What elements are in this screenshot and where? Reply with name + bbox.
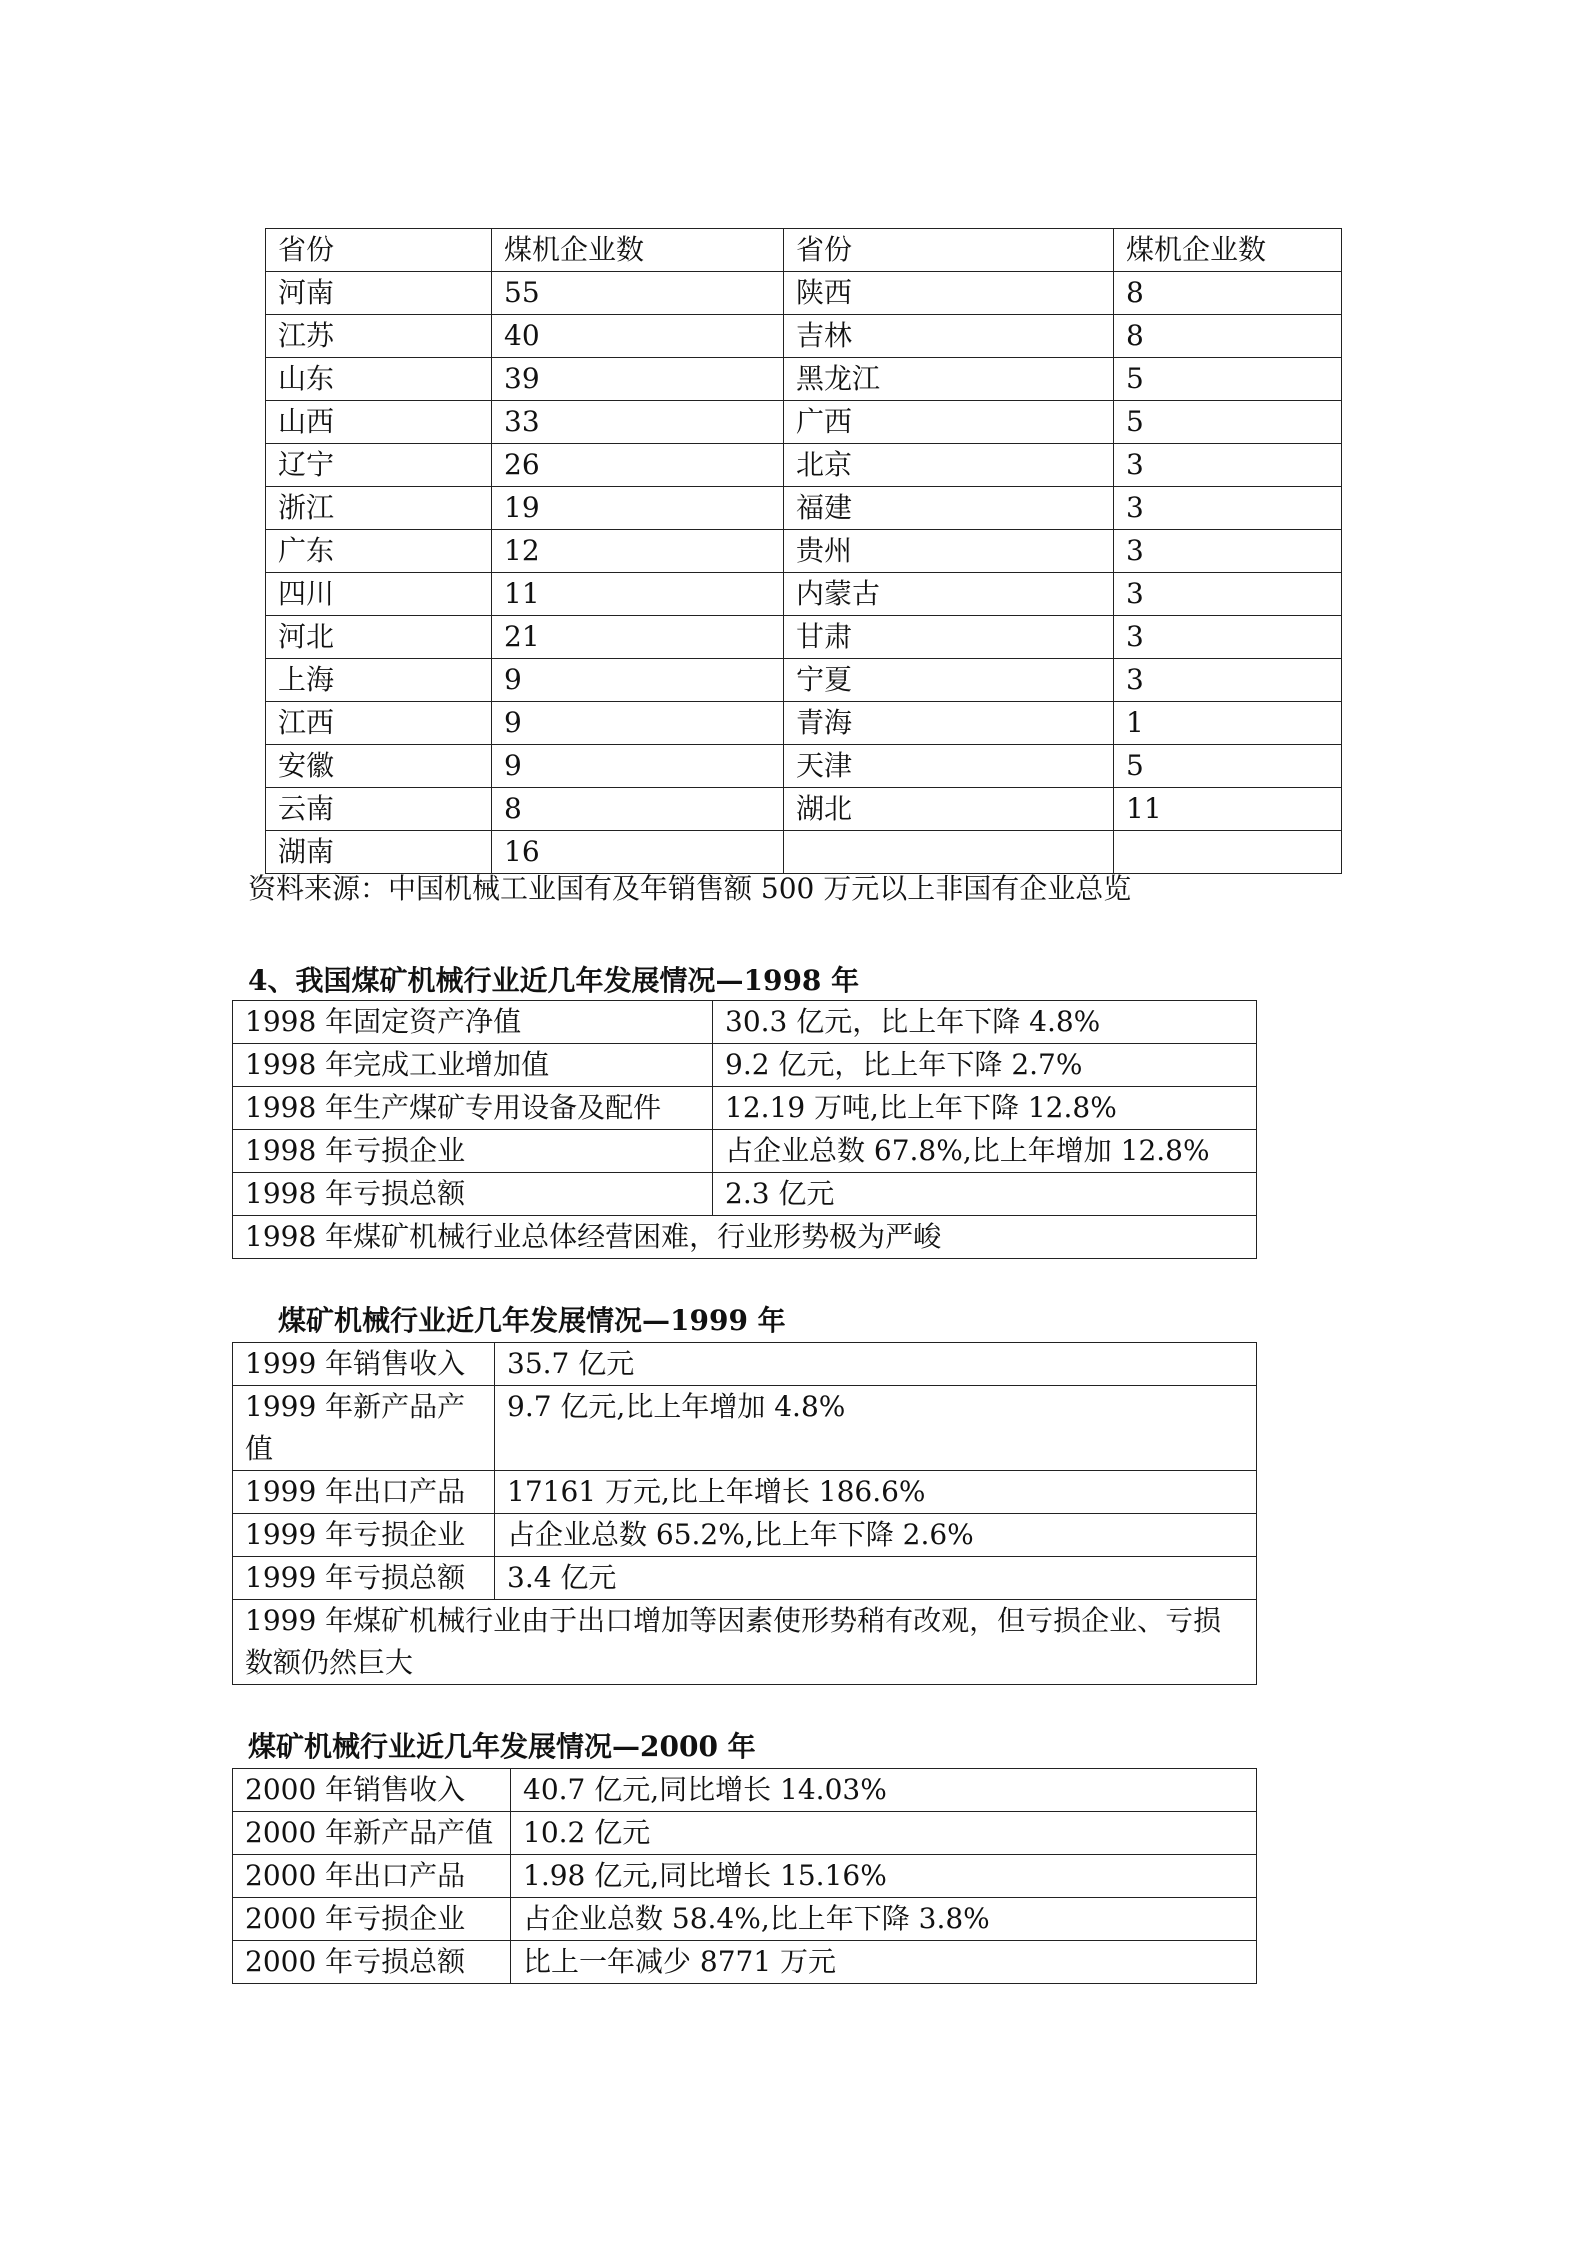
table-cell: 北京 (784, 444, 1114, 487)
table-cell: 山西 (266, 401, 492, 444)
table-cell: 8 (492, 788, 784, 831)
table-row (233, 1087, 1257, 1130)
table-cell: 39 (492, 358, 784, 401)
table-row (266, 315, 1342, 358)
table-cell: 1999 年亏损总额 (233, 1557, 495, 1600)
table-cell: 3.4 亿元 (495, 1557, 1257, 1600)
table-cell: 占企业总数 65.2%,比上年下降 2.6% (495, 1514, 1257, 1557)
table-1998 (232, 1000, 1257, 1259)
table-row (266, 702, 1342, 745)
section-heading-1999: 煤矿机械行业近几年发展情况—1999 年 (278, 1304, 786, 1337)
table-row (233, 1386, 1257, 1471)
table-row (266, 272, 1342, 315)
table-cell: 11 (492, 573, 784, 616)
table-cell: 17161 万元,比上年增长 186.6% (495, 1471, 1257, 1514)
table-cell: 占企业总数 58.4%,比上年下降 3.8% (511, 1898, 1257, 1941)
table-cell: 12.19 万吨,比上年下降 12.8% (713, 1087, 1257, 1130)
table-row (233, 1471, 1257, 1514)
table-row (233, 1130, 1257, 1173)
table-row (233, 1216, 1257, 1259)
table-summary-cell: 1998 年煤矿机械行业总体经营困难，行业形势极为严峻 (233, 1216, 1257, 1259)
table-cell: 3 (1114, 530, 1342, 573)
table-cell: 3 (1114, 573, 1342, 616)
table-cell: 8 (1114, 272, 1342, 315)
table-row (266, 444, 1342, 487)
table-cell: 21 (492, 616, 784, 659)
header-cell: 煤机企业数 (1114, 229, 1342, 272)
table-cell: 2000 年新产品产值 (233, 1812, 511, 1855)
table-row (233, 1173, 1257, 1216)
table-cell: 湖北 (784, 788, 1114, 831)
table-row (266, 659, 1342, 702)
table-cell: 33 (492, 401, 784, 444)
table-cell: 55 (492, 272, 784, 315)
header-cell: 省份 (266, 229, 492, 272)
table-cell: 2000 年亏损企业 (233, 1898, 511, 1941)
table-cell: 9 (492, 659, 784, 702)
table-cell: 1998 年完成工业增加值 (233, 1044, 713, 1087)
table-cell: 1998 年亏损企业 (233, 1130, 713, 1173)
table-row (266, 358, 1342, 401)
table-2000 (232, 1768, 1257, 1984)
table-cell: 2000 年销售收入 (233, 1769, 511, 1812)
header-cell: 煤机企业数 (492, 229, 784, 272)
table-cell: 9 (492, 702, 784, 745)
table-row (233, 1044, 1257, 1087)
section-heading-1998: 4、我国煤矿机械行业近几年发展情况—1998 年 (248, 964, 860, 997)
table-cell: 江西 (266, 702, 492, 745)
table-cell: 安徽 (266, 745, 492, 788)
table-row (233, 1769, 1257, 1812)
table-cell: 9.7 亿元,比上年增加 4.8% (495, 1386, 1257, 1471)
table-row (233, 1001, 1257, 1044)
table-cell: 内蒙古 (784, 573, 1114, 616)
table-cell: 2.3 亿元 (713, 1173, 1257, 1216)
table-cell: 河北 (266, 616, 492, 659)
table-row (233, 1557, 1257, 1600)
table-cell: 30.3 亿元，比上年下降 4.8% (713, 1001, 1257, 1044)
table-cell: 26 (492, 444, 784, 487)
table-cell: 3 (1114, 444, 1342, 487)
table-cell: 10.2 亿元 (511, 1812, 1257, 1855)
table-cell: 3 (1114, 616, 1342, 659)
table-row (266, 573, 1342, 616)
table-row (233, 1855, 1257, 1898)
table-row (233, 1812, 1257, 1855)
table-cell: 3 (1114, 487, 1342, 530)
table-cell: 1999 年销售收入 (233, 1343, 495, 1386)
table-cell (1114, 831, 1342, 874)
table-cell: 辽宁 (266, 444, 492, 487)
table-row (266, 487, 1342, 530)
table-row (233, 1343, 1257, 1386)
table-cell: 河南 (266, 272, 492, 315)
table-cell: 山东 (266, 358, 492, 401)
table-cell: 黑龙江 (784, 358, 1114, 401)
table-cell: 广西 (784, 401, 1114, 444)
table-cell: 云南 (266, 788, 492, 831)
table-row (266, 745, 1342, 788)
table-cell: 天津 (784, 745, 1114, 788)
table-cell: 8 (1114, 315, 1342, 358)
table-cell: 1998 年生产煤矿专用设备及配件 (233, 1087, 713, 1130)
table-cell: 福建 (784, 487, 1114, 530)
table-cell: 5 (1114, 358, 1342, 401)
table-cell: 2000 年亏损总额 (233, 1941, 511, 1984)
province-enterprise-table (265, 228, 1342, 874)
table-cell: 9 (492, 745, 784, 788)
table-row (266, 788, 1342, 831)
table-header-row (266, 229, 1342, 272)
table-cell: 5 (1114, 401, 1342, 444)
table-cell: 1999 年亏损企业 (233, 1514, 495, 1557)
table-cell: 3 (1114, 659, 1342, 702)
table-cell: 1 (1114, 702, 1342, 745)
table-cell: 陕西 (784, 272, 1114, 315)
table-cell: 比上一年减少 8771 万元 (511, 1941, 1257, 1984)
table-cell: 1999 年新产品产值 (233, 1386, 495, 1471)
table-cell: 江苏 (266, 315, 492, 358)
table-cell: 1999 年出口产品 (233, 1471, 495, 1514)
table-row (266, 530, 1342, 573)
table-row (266, 401, 1342, 444)
table-cell: 5 (1114, 745, 1342, 788)
table-cell: 1.98 亿元,同比增长 15.16% (511, 1855, 1257, 1898)
table-cell: 16 (492, 831, 784, 874)
table-cell: 11 (1114, 788, 1342, 831)
table-row (233, 1600, 1257, 1685)
table-summary-cell: 1999 年煤矿机械行业由于出口增加等因素使形势稍有改观，但亏损企业、亏损数额仍然巨大 (233, 1600, 1257, 1685)
table-cell: 19 (492, 487, 784, 530)
table-row (233, 1898, 1257, 1941)
table-row (233, 1941, 1257, 1984)
table-cell: 甘肃 (784, 616, 1114, 659)
table-cell: 1998 年亏损总额 (233, 1173, 713, 1216)
table-cell: 2000 年出口产品 (233, 1855, 511, 1898)
table-cell: 广东 (266, 530, 492, 573)
table-1999 (232, 1342, 1257, 1685)
table-cell: 宁夏 (784, 659, 1114, 702)
table-cell: 35.7 亿元 (495, 1343, 1257, 1386)
table-cell: 吉林 (784, 315, 1114, 358)
table-cell: 9.2 亿元，比上年下降 2.7% (713, 1044, 1257, 1087)
table-row (266, 616, 1342, 659)
table-cell: 湖南 (266, 831, 492, 874)
section-heading-2000: 煤矿机械行业近几年发展情况—2000 年 (248, 1730, 756, 1763)
table-cell: 浙江 (266, 487, 492, 530)
table-cell: 1998 年固定资产净值 (233, 1001, 713, 1044)
table-row (233, 1514, 1257, 1557)
table-cell: 四川 (266, 573, 492, 616)
table-cell: 12 (492, 530, 784, 573)
header-cell: 省份 (784, 229, 1114, 272)
table-cell: 青海 (784, 702, 1114, 745)
table-cell: 占企业总数 67.8%,比上年增加 12.8% (713, 1130, 1257, 1173)
table-cell: 贵州 (784, 530, 1114, 573)
table-cell: 40.7 亿元,同比增长 14.03% (511, 1769, 1257, 1812)
table-cell: 上海 (266, 659, 492, 702)
source-note: 资料来源：中国机械工业国有及年销售额 500 万元以上非国有企业总览 (248, 872, 1132, 905)
table-cell: 40 (492, 315, 784, 358)
